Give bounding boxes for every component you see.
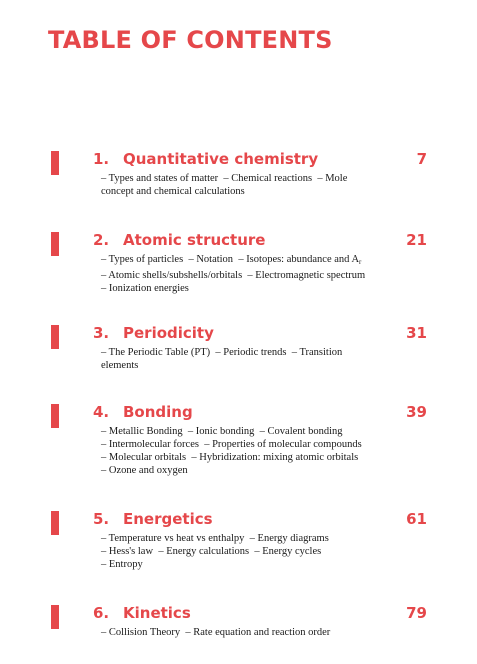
chapter-marker-bar [51, 511, 59, 535]
topic-item: – Covalent bonding [259, 426, 343, 437]
chapter-number: 6. [93, 604, 110, 622]
topic-item: – Notation [188, 254, 234, 265]
chapter-page-number[interactable]: 79 [406, 604, 427, 622]
topic-item: – Hybridization: mixing atomic orbitals [191, 452, 359, 463]
topic-item: – Hess's law [101, 546, 154, 557]
page-title: TABLE OF CONTENTS [48, 26, 333, 54]
topic-item: – Ozone and oxygen [101, 465, 188, 476]
chapter-marker-bar [51, 605, 59, 629]
chapter-title[interactable]: Energetics [123, 510, 213, 528]
topic-item: – Transition elements [101, 347, 343, 371]
chapter-page-number[interactable]: 7 [416, 150, 427, 168]
chapter-title[interactable]: Kinetics [123, 604, 191, 622]
chapter-page-number[interactable]: 39 [406, 403, 427, 421]
topic-item: – Rate equation and reaction order [185, 627, 331, 638]
topic-item: – Chemical reactions [223, 173, 313, 184]
topic-item: – Atomic shells/subshells/orbitals [101, 270, 243, 281]
topic-item: – Types and states of matter [101, 173, 219, 184]
chapter-title[interactable]: Quantitative chemistry [123, 150, 319, 168]
chapter-marker-bar [51, 325, 59, 349]
topic-item: – Metallic Bonding [101, 426, 183, 437]
chapter-marker-bar [51, 404, 59, 428]
topic-item: – Intermolecular forces [101, 439, 199, 450]
chapter-marker-bar [51, 232, 59, 256]
chapter-topics [101, 172, 381, 198]
subscript-r: r [359, 258, 362, 266]
topic-item: – Ionic bonding [187, 426, 255, 437]
chapter-number: 1. [93, 150, 110, 168]
chapter-topics [101, 425, 381, 477]
chapter-page-number[interactable]: 31 [406, 324, 427, 342]
chapter-topics [101, 346, 381, 372]
topic-item: – Energy cycles [254, 546, 322, 557]
topic-item: – Periodic trends [215, 347, 287, 358]
chapter-number: 4. [93, 403, 110, 421]
chapter-title[interactable]: Periodicity [123, 324, 214, 342]
topic-item: – Properties of molecular compounds [204, 439, 362, 450]
chapter-title[interactable]: Atomic structure [123, 231, 266, 249]
topic-item: – Temperature vs heat vs enthalpy [101, 533, 245, 544]
topic-item: – Isotopes: abundance and $A_r$ [238, 254, 362, 266]
topic-item: – Molecular orbitals [101, 452, 187, 463]
topic-item: – Types of particles [101, 254, 184, 265]
chapter-topics [101, 626, 381, 639]
chapter-number: 3. [93, 324, 110, 342]
topic-item: – The Periodic Table (PT) [101, 347, 211, 358]
chapter-marker-bar [51, 151, 59, 175]
chapter-page-number[interactable]: 21 [406, 231, 427, 249]
topic-item: – Entropy [101, 559, 143, 570]
chapter-topics [101, 532, 381, 571]
chapter-number: 5. [93, 510, 110, 528]
chapter-topics [101, 253, 381, 295]
topic-item: – Electromagnetic spectrum [247, 270, 366, 281]
chapter-title[interactable]: Bonding [123, 403, 193, 421]
topic-item: – Mole concept and chemical calculations [101, 173, 348, 197]
topic-item: – Energy diagrams [249, 533, 329, 544]
chapter-page-number[interactable]: 61 [406, 510, 427, 528]
topic-item: – Collision Theory [101, 627, 181, 638]
topic-item: – Ionization energies [101, 283, 189, 294]
chapter-number: 2. [93, 231, 110, 249]
topic-item: – Energy calculations [158, 546, 250, 557]
